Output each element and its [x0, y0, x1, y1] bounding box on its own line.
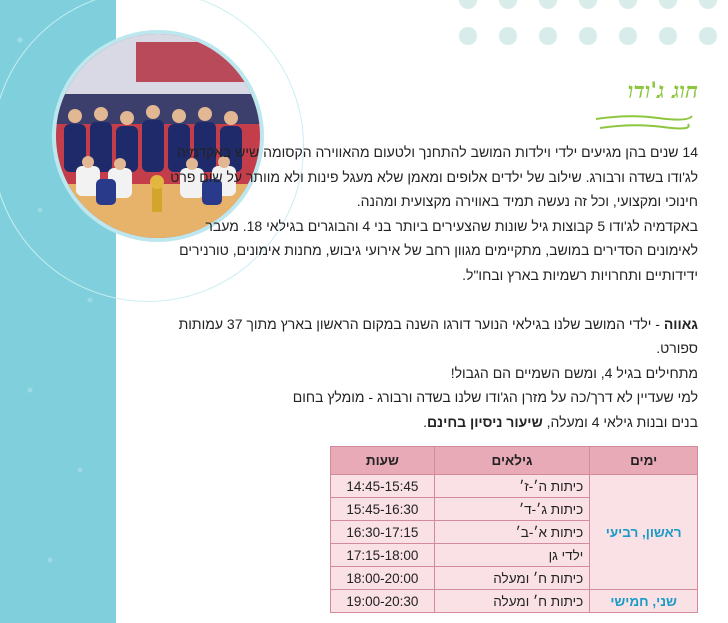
header-days: ימים: [590, 447, 698, 475]
ages-cell: כיתות ח׳ ומעלה: [434, 567, 590, 590]
table-row: [331, 590, 698, 613]
article-body: [158, 140, 698, 435]
hours-cell: 15:45-16:30: [331, 498, 435, 521]
decorative-dots: [448, 0, 728, 60]
line-trial: [158, 410, 698, 435]
page-title: חוג ג'ודו: [627, 78, 698, 104]
pride-label: גאווה: [663, 315, 698, 332]
hours-cell: 16:30-17:15: [331, 521, 435, 544]
hours-cell: 17:15-18:00: [331, 544, 435, 567]
ages-cell: ילדי גן: [434, 544, 590, 567]
line-invite: למי שעדיין לא דרך/כה על מזרן הג'ודו שלנו בשדה ורבורג - מומלץ בחום: [292, 389, 698, 406]
trial-post: .: [423, 413, 427, 430]
ages-cell: כיתות ג׳-ד׳: [434, 498, 590, 521]
ages-cell: כיתות א׳-ב׳: [434, 521, 590, 544]
hours-cell: 18:00-20:00: [331, 567, 435, 590]
header-hours: שעות: [331, 447, 435, 475]
day-cell: שני, חמישי: [590, 590, 698, 613]
trial-pre: בנים ובנות גילאי 4 ומעלה,: [542, 413, 698, 430]
table-header-row: [331, 447, 698, 475]
pride-text: - ילדי המושב שלנו בגילאי הנוער דורגו השנה במקום הראשון בארץ מתוך 37 עמותות ספורט.: [178, 315, 698, 357]
trial-bold: שיעור ניסיון בחינם: [426, 413, 543, 430]
paragraph-history: 14 שנים בהן מגיעים ילדי וילדות המושב להתחנך ולטעום מהאווירה הקסומה שיש באקדמיה לג'ודו בשדה ורבורג. שילוב של ילדים אלופים ומאמן שלא מעגל פינות ולא מוותר על שום פרט חינוכי ומקצועי, וכל זה נעשה תמיד באווירה מקצועית ומהנה.: [170, 144, 698, 210]
hours-cell: 19:00-20:30: [331, 590, 435, 613]
table-row: [331, 475, 698, 498]
hours-cell: 14:45-15:45: [331, 475, 435, 498]
header-ages: גילאים: [434, 447, 590, 475]
title-block: [578, 78, 698, 138]
title-underline-icon: [578, 78, 698, 138]
paragraph-groups: באקדמיה לג'ודו 5 קבוצות גיל שונות שהצעירים ביותר בני 4 והבוגרים בגילאי 18. מעבר לאימונים הסדירים במושב, מתקיימים מגוון רחב של אירועי גיבוש, מחנות אימונים, טורנירים ידידותיים ותחרויות רשמיות בארץ ובחו"ל.: [179, 217, 698, 283]
schedule-table: [330, 446, 698, 613]
line-ages: מתחילים בגיל 4, ומשם השמיים הם הגבול!: [450, 364, 698, 381]
ages-cell: כיתות ח׳ ומעלה: [434, 590, 590, 613]
paragraph-pride: [158, 312, 698, 361]
day-cell: ראשון, רביעי: [590, 475, 698, 590]
ages-cell: כיתות ה׳-ז׳: [434, 475, 590, 498]
